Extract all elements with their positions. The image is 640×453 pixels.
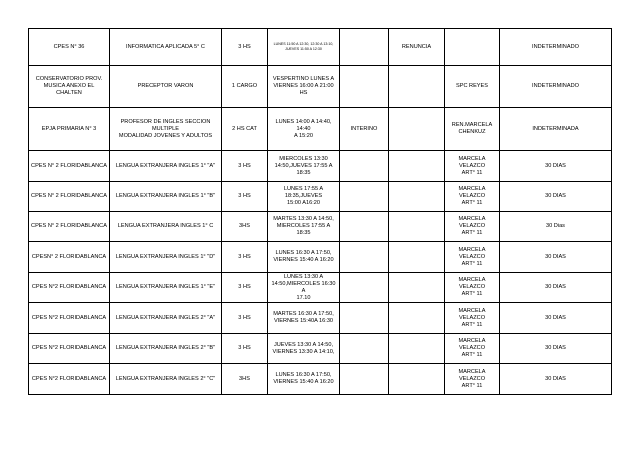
reason-cell [389,334,445,364]
replacement-cell-line: ART° 11 [461,352,483,358]
schedule-cell-line: MIERCOLES 13:30 [279,155,328,162]
status-cell [340,303,389,334]
hours-cell-line: 3 HS [238,162,251,169]
status-cell [340,108,389,151]
duration-cell [500,364,612,395]
schedule-cell [268,303,340,334]
subject-cell [110,334,222,364]
school-cell [29,29,110,66]
reason-cell [389,303,445,334]
schedule-cell-line: JUEVES 11:50 A 12:30 [285,47,322,51]
table-row [29,29,612,66]
schedule-cell-line: A 15:20 [294,132,313,139]
status-cell [340,151,389,182]
schedule-cell-line: 14:50,MIERCOLES 16:30 A [271,280,336,294]
replacement-cell [445,242,500,273]
status-cell [340,212,389,242]
duration-cell-line: 30 DIAS [545,162,566,169]
duration-cell-line: 30 Dias [546,223,565,229]
table-row [29,212,612,242]
duration-cell-line: 30 DIAS [545,375,566,382]
school-cell-line: CPES N° 2 FLORIDABLANCA [31,193,107,199]
schedule-cell-line: LUNES 11:50 A 12:30, 12:30 A 13:10, [273,42,334,47]
duration-cell-line: 30 DIAS [545,345,566,351]
schedule-cell-line: VIERNES 16:00 A 21:00 HS [273,83,334,96]
schedule-cell-line: VIERNES 15:40A 16:30 [273,318,334,324]
schedule-cell-line: 14:50,JUEVES 17:55 A 18:35 [274,162,333,176]
subject-cell [110,273,222,303]
school-cell [29,182,110,212]
replacement-cell [445,182,500,212]
hours-cell [222,212,268,242]
table-row [29,303,612,334]
schedule-cell-line: LUNES 14:00 A 14:40, 14:40 [275,118,332,132]
duration-cell [500,242,612,273]
reason-cell [389,182,445,212]
subject-cell [110,303,222,334]
hours-cell-line: 3HS [239,375,250,382]
hours-cell [222,151,268,182]
replacement-cell-line: MARCELA VELAZCO [458,277,486,290]
hours-cell [222,334,268,364]
hours-cell [222,303,268,334]
duration-cell-line: INDETERMINADO [532,43,579,50]
schedule-cell [268,273,340,303]
schedule-cell [268,66,340,108]
hours-cell [222,242,268,273]
schedule-cell-line: VIERNES 13:30 A 14:10, [272,348,335,355]
duration-cell [500,334,612,364]
school-cell-line: CPESN° 2 FLORIDABLANCA [31,253,107,260]
schedule-cell-line: JUEVES 13:30 A 14:50, [273,341,334,348]
replacement-cell-line: ART° 11 [461,230,483,236]
school-cell-line: CPES N° 2 FLORIDABLANCA [31,223,107,229]
reason-cell [389,212,445,242]
school-cell-line: MUSICA ANEXO EL CHALTEN [43,83,95,96]
hours-cell-line: 3HS [239,223,250,229]
replacement-cell-line: MARCELA VELAZCO [458,186,486,199]
replacement-cell [445,29,500,66]
hours-cell-line: 1 CARGO [231,83,258,89]
status-cell [340,29,389,66]
replacement-cell [445,303,500,334]
duration-cell [500,108,612,151]
schedule-cell [268,151,340,182]
table-row [29,334,612,364]
status-cell [340,273,389,303]
subject-cell [110,66,222,108]
duration-cell-line: INDETERMINADO [532,83,579,89]
subject-cell [110,212,222,242]
status-cell [340,364,389,395]
table-row [29,182,612,212]
replacement-cell-line: REN.MARCELA [451,122,493,128]
schedule-cell [268,182,340,212]
schedule-cell-line: MARTES 13:30 A 14:50, [273,216,334,222]
subject-cell-line: LENGUA EXTRANJERA INGLES 2° "A" [115,314,216,321]
table-row [29,242,612,273]
schedule-cell-line: VESPERTINO LUNES A [272,76,335,82]
schedule-cell [268,242,340,273]
schedule-cell-line: VIERNES 15:40 A 16:20 [273,257,334,263]
subject-cell-line: INFORMATICA APLICADA 5° C [126,43,205,50]
status-cell [340,334,389,364]
replacement-cell-line: CHENKUZ [458,129,486,135]
schedule-cell-line: 15:00 A16:20 [287,200,320,206]
hours-cell [222,66,268,108]
hours-cell-line: 3 HS [238,193,251,199]
duration-cell [500,151,612,182]
replacement-cell [445,212,500,242]
replacement-cell-line: MARCELA VELAZCO [458,216,486,229]
schedule-cell [268,334,340,364]
schedule-cell-line: MARTES 16:30 A 17:50, [273,311,334,317]
school-cell [29,212,110,242]
replacement-cell-line: MARCELA VELAZCO [458,307,486,321]
table-row [29,108,612,151]
table-row [29,151,612,182]
subject-cell-line: PRECEPTOR VARON [137,83,194,89]
replacement-cell [445,273,500,303]
hours-cell-line: 3 HS [238,253,251,260]
school-cell-line: CPES N°2 FLORIDABLANCA [31,345,107,351]
replacement-cell-line: MARCELA VELAZCO [458,338,486,351]
schedule-cell-line: 17.10 [296,294,311,301]
school-cell-line: EPJA PRIMARIA N° 3 [41,125,97,132]
replacement-cell-line: MARCELA VELAZCO [458,368,486,382]
duration-cell [500,212,612,242]
hours-cell [222,364,268,395]
school-cell [29,108,110,151]
school-cell-line: CPES N° 2 FLORIDABLANCA [31,162,107,169]
status-cell [340,242,389,273]
duration-cell [500,66,612,108]
subject-cell [110,151,222,182]
subject-cell-line: LENGUA EXTRANJERA INGLES 1° "D" [115,253,216,260]
duration-cell-line: 30 DIAS [545,284,566,290]
hours-cell [222,273,268,303]
replacement-cell [445,108,500,151]
reason-cell [389,66,445,108]
reason-cell [389,364,445,395]
subject-cell-line: PROFESOR DE INGLES SECCION MULTIPLE [120,118,211,132]
school-cell [29,303,110,334]
school-cell [29,273,110,303]
subject-cell-line: MODALIDAD JOVENES Y ADULTOS [118,132,213,139]
duration-cell-line: INDETERMINADA [532,125,579,132]
replacement-cell-line: SPC REYES [455,83,489,89]
reason-cell [389,273,445,303]
subject-cell [110,364,222,395]
schedule-cell [268,364,340,395]
replacement-cell-line: ART° 11 [461,260,483,267]
duration-cell [500,273,612,303]
replacement-cell-line: ART° 11 [461,291,483,297]
school-cell-line: CONSERVATORIO PROV. [35,76,103,82]
subject-cell-line: LENGUA EXTRANJERA INGLES 1° "E" [115,284,216,290]
hours-cell [222,108,268,151]
replacement-cell [445,151,500,182]
status-cell [340,182,389,212]
schedule-cell-line: VIERNES 15:40 A 16:20 [273,379,334,385]
hours-cell-line: 2 HS CAT [232,125,257,132]
hours-cell-line: 3 HS [238,284,251,290]
duration-cell [500,182,612,212]
schedule-cell-line: MIERCOLES 17:55 A 18:35 [276,223,331,236]
schedule-cell [268,108,340,151]
school-cell-line: CPES N°2 FLORIDABLANCA [31,314,107,321]
replacement-cell-line: ART° 11 [461,321,483,328]
reason-cell [389,242,445,273]
reason-cell [389,151,445,182]
duration-cell-line: 30 DIAS [545,314,566,321]
subject-cell-line: LENGUA EXTRANJERA INGLES 1° C [117,223,214,229]
school-cell [29,66,110,108]
subject-cell-line: LENGUA EXTRANJERA INGLES 2° "B" [115,345,216,351]
replacement-cell-line: ART° 11 [461,382,483,389]
duration-cell-line: 30 DIAS [545,253,566,260]
subject-cell [110,29,222,66]
table-row [29,66,612,108]
hours-cell-line: 3 HS [238,314,251,321]
status-cell-line: INTERINO [350,125,378,132]
replacement-cell-line: ART° 11 [461,169,483,176]
schedule-cell [268,212,340,242]
school-cell-line: CPES N° 36 [53,43,85,50]
subject-cell [110,108,222,151]
schedule-cell-line: LUNES 13:30 A [283,273,324,280]
duration-cell-line: 30 DIAS [545,193,566,199]
subject-cell-line: LENGUA EXTRANJERA INGLES 1° "B" [115,193,216,199]
replacement-cell-line: MARCELA VELAZCO [458,246,486,260]
hours-cell-line: 3 HS [238,345,251,351]
replacement-cell [445,334,500,364]
subject-cell-line: LENGUA EXTRANJERA INGLES 1° "A" [115,162,216,169]
table-row [29,273,612,303]
school-cell [29,151,110,182]
subject-cell-line: LENGUA EXTRANJERA INGLES 2° "C" [115,375,216,382]
hours-cell [222,182,268,212]
replacement-cell-line: ART° 11 [461,200,483,206]
table-row [29,364,612,395]
reason-cell [389,108,445,151]
status-cell [340,66,389,108]
replacement-cell [445,66,500,108]
hours-cell-line: 3 HS [238,43,251,50]
school-cell [29,242,110,273]
school-cell [29,364,110,395]
schedule-cell-line: LUNES 16:30 A 17:50, [275,250,332,256]
subject-cell [110,242,222,273]
replacement-cell-line: MARCELA VELAZCO [458,155,486,169]
school-cell-line: CPES N°2 FLORIDABLANCA [31,375,107,382]
replacement-cell [445,364,500,395]
duration-cell [500,29,612,66]
reason-cell [389,29,445,66]
school-cell [29,334,110,364]
hours-cell [222,29,268,66]
schedule-cell-line: LUNES 17:55 A 18:35,JUEVES [283,186,324,199]
subject-cell [110,182,222,212]
schedule-cell [268,29,340,66]
table-body [29,29,612,395]
school-cell-line: CPES N°2 FLORIDABLANCA [31,284,107,290]
reason-cell-line: RENUNCIA [401,43,432,50]
vacancies-table [28,28,612,395]
schedule-cell-line: LUNES 16:30 A 17:50, [275,372,332,378]
duration-cell [500,303,612,334]
